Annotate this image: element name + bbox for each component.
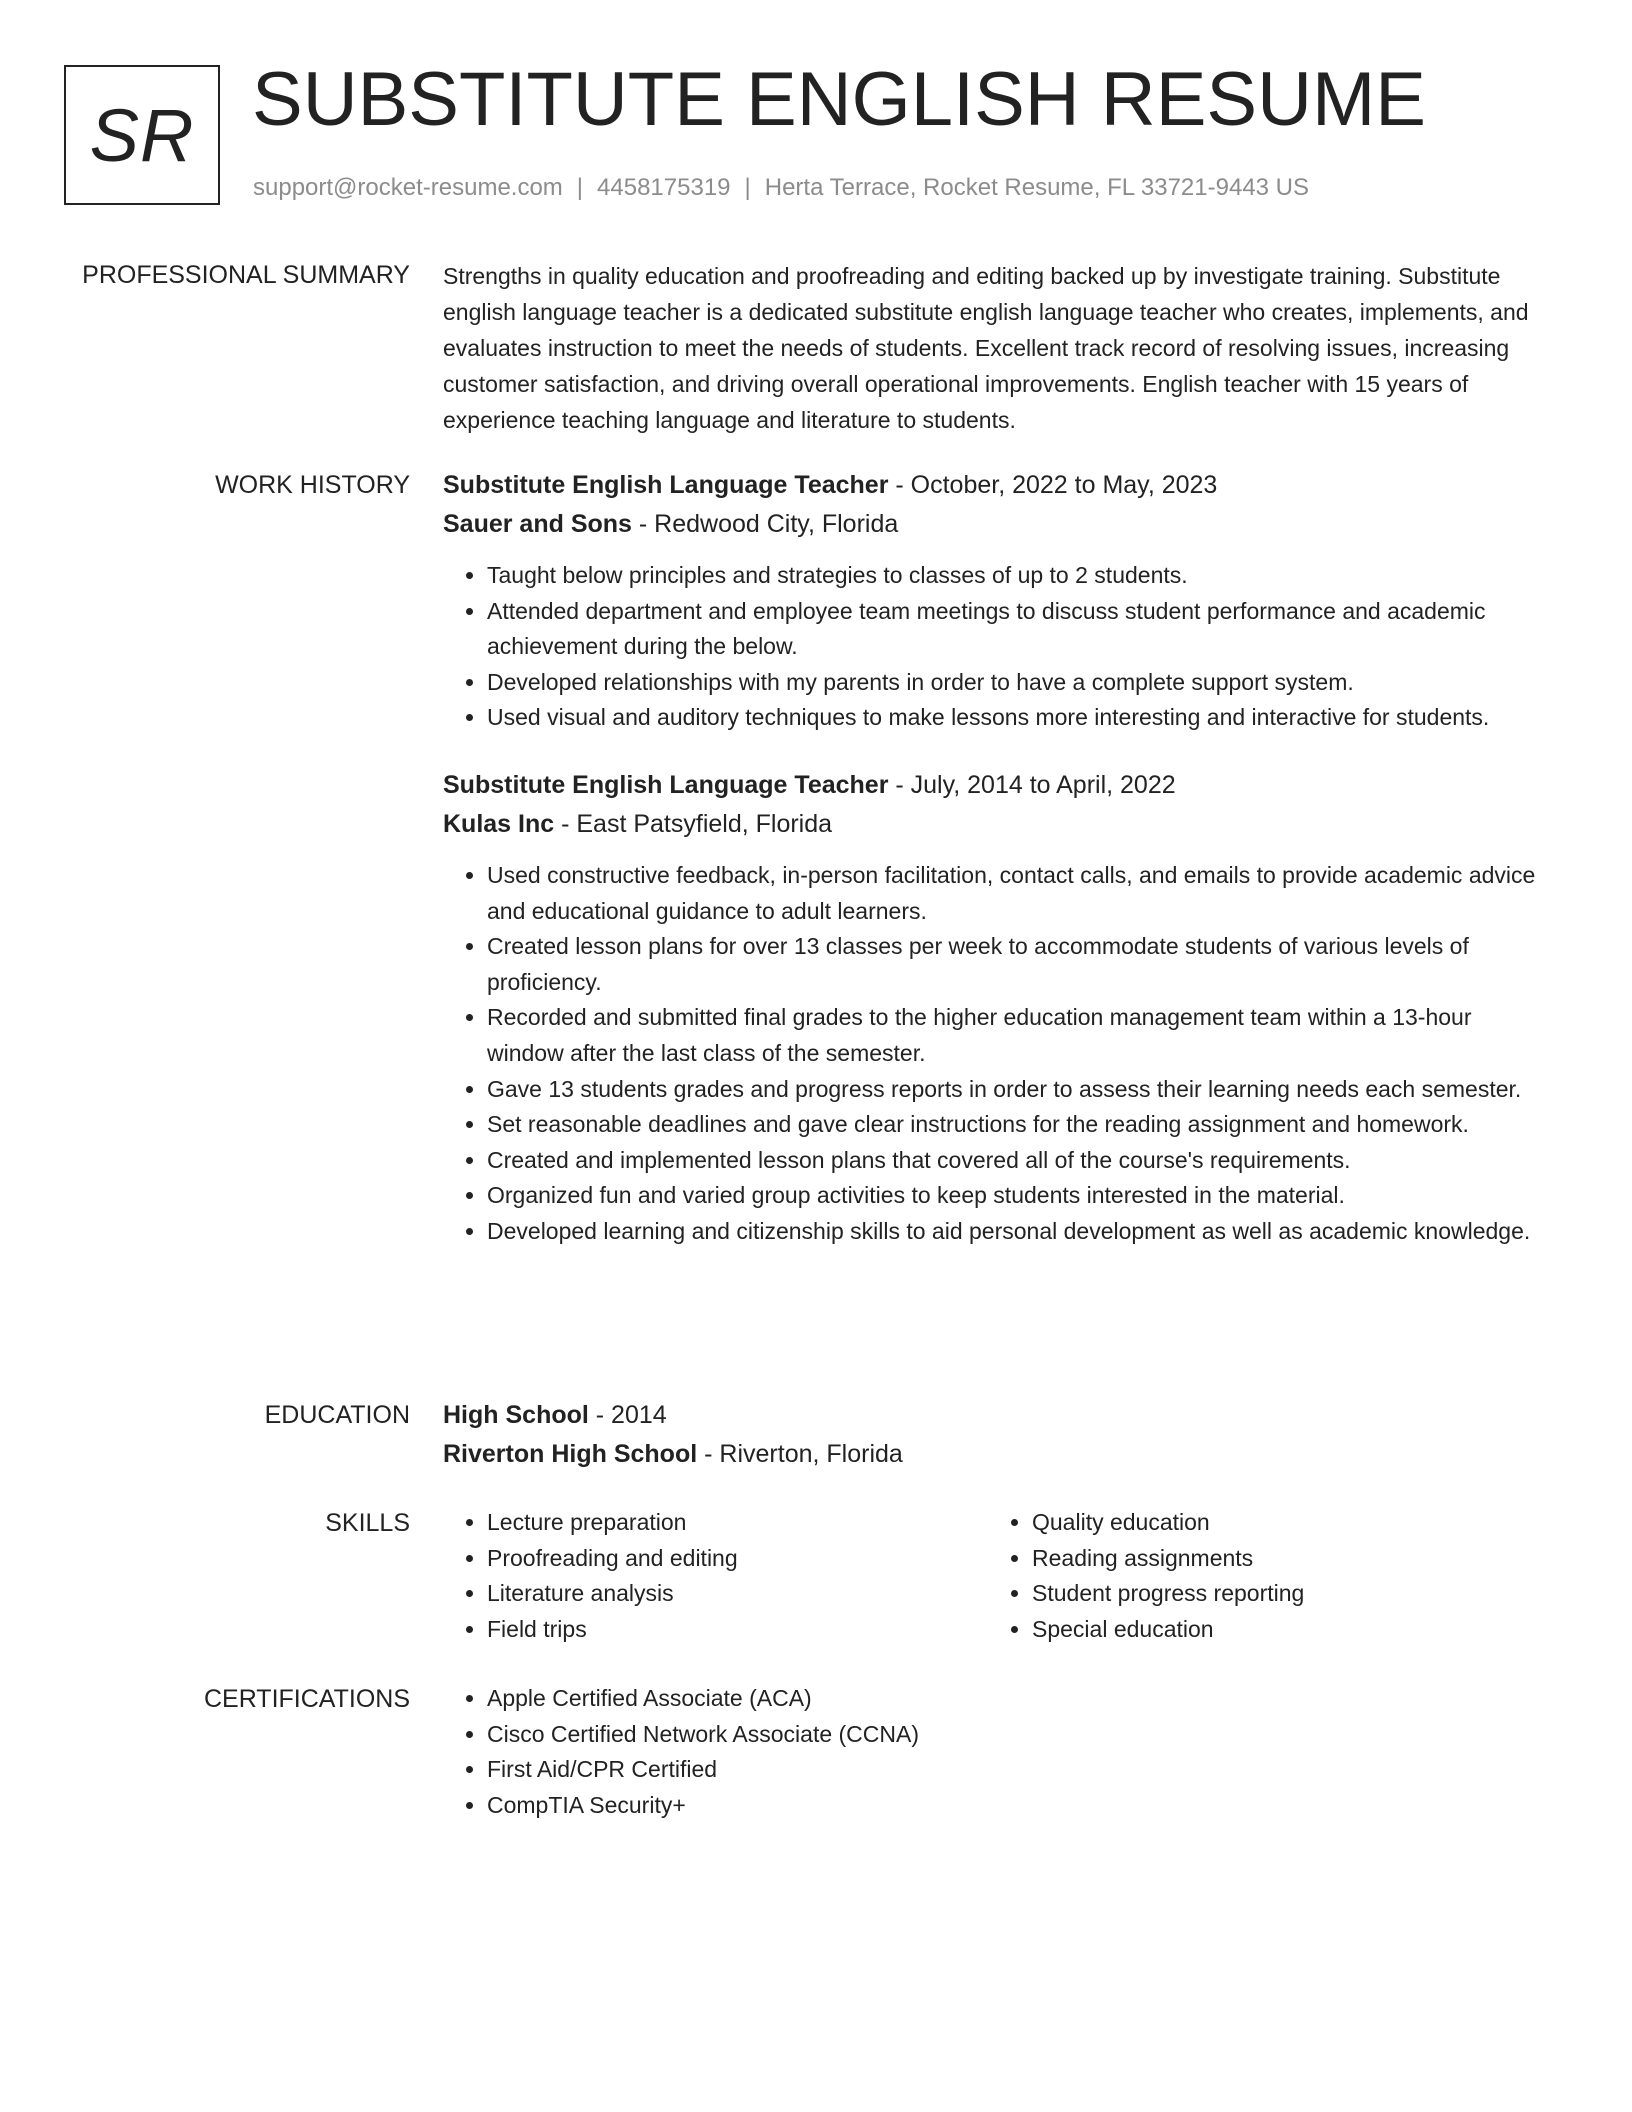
skill-item: • Reading assignments [1032,1541,1533,1577]
skill-item: • Field trips [487,1612,988,1648]
job-bullet: • Recorded and submitted final grades to the higher education management team within a 13-hour window after the last class of the semester. [487,1000,1543,1071]
job-title-line [443,766,1543,805]
job-bullet-list [443,858,1543,1250]
contact-separator: | [576,174,584,201]
skills-grid [443,1505,1543,1647]
skill-item: • Special education [1032,1612,1533,1648]
skill-item: • Quality education [1032,1505,1533,1541]
education-school-line [443,1435,1543,1474]
job-bullet-list [443,558,1543,736]
resume-title: SUBSTITUTE ENGLISH RESUME [252,57,1426,142]
job-location: - Redwood City, Florida [631,510,899,538]
skills-column-left [443,1505,988,1647]
job-entry [443,466,1543,736]
work-history-body [443,466,1543,1250]
education-degree-line [443,1396,1543,1435]
summary-text: Strengths in quality education and proofreading and editing backed up by investigate training. Substitute english language teacher is a dedicated substitute english language teacher who creates, implements, and evaluates instruction to meet the needs of students. Excellent track record of resolving issues, increasing customer satisfaction, and driving overall operational improvements. English teacher with 15 years of experience teaching language and literature to students. [443,263,1529,433]
job-bullet: • Used visual and auditory techniques to make lessons more interesting and interactive for students. [487,700,1543,736]
section-heading-education: EDUCATION [264,1401,410,1429]
job-company-line [443,805,1543,844]
skills-list [443,1505,988,1647]
section-heading-summary: PROFESSIONAL SUMMARY [82,261,410,289]
section-heading-work-history: WORK HISTORY [215,471,410,499]
education-location: - Riverton, Florida [697,1440,903,1468]
job-title: Substitute English Language Teacher [443,471,889,499]
contact-separator: | [744,174,751,201]
skill-item: • Literature analysis [487,1576,988,1612]
certification-item: • Apple Certified Associate (ACA) [487,1681,1543,1717]
job-dates: - October, 2022 to May, 2023 [888,471,1218,499]
contact-phone[interactable]: 4458175319 [597,174,731,201]
certifications-list [443,1681,1543,1823]
job-entry [443,766,1543,1250]
job-bullet: • Developed learning and citizenship skills to aid personal development as well as academic knowledge. [487,1214,1543,1250]
certification-item: • CompTIA Security+ [487,1788,1543,1824]
job-company-line [443,505,1543,544]
monogram-logo: SR [64,65,220,205]
certifications-body [443,1681,1543,1823]
skill-item: • Lecture preparation [487,1505,988,1541]
section-heading-skills: SKILLS [325,1509,410,1537]
skills-body [443,1505,1543,1647]
contact-address: Herta Terrace, Rocket Resume, FL 33721-9443 US [764,174,1310,201]
job-location: - East Patsyfield, Florida [554,809,833,838]
contact-email[interactable]: support@rocket-resume.com [253,174,563,201]
job-company: Sauer and Sons [443,510,632,538]
skills-list [988,1505,1533,1647]
education-body [443,1396,1543,1474]
contact-line [253,172,1309,204]
job-title-line [443,466,1543,505]
skill-item: • Student progress reporting [1032,1576,1533,1612]
job-bullet: • Attended department and employee team meetings to discuss student performance and academic achievement during the below. [487,594,1543,665]
certification-item: • First Aid/CPR Certified [487,1752,1543,1788]
job-dates: - July, 2014 to April, 2022 [888,770,1176,799]
job-bullet: • Gave 13 students grades and progress reports in order to assess their learning needs each semester. [487,1072,1543,1108]
certification-item: • Cisco Certified Network Associate (CCNA) [487,1717,1543,1753]
job-bullet: • Organized fun and varied group activities to keep students interested in the material. [487,1178,1543,1214]
job-company: Kulas Inc [443,809,555,838]
section-heading-certifications: CERTIFICATIONS [203,1685,410,1713]
job-bullet: • Used constructive feedback, in-person facilitation, contact calls, and emails to provide academic advice and educational guidance to adult learners. [487,858,1543,929]
education-degree: High School [443,1401,589,1429]
job-title: Substitute English Language Teacher [443,770,889,799]
job-bullet: • Created and implemented lesson plans that covered all of the course's requirements. [487,1143,1543,1179]
skills-column-right [988,1505,1533,1647]
education-year: - 2014 [588,1401,667,1429]
job-bullet: • Set reasonable deadlines and gave clear instructions for the reading assignment and homework. [487,1107,1543,1143]
job-bullet: • Taught below principles and strategies to classes of up to 2 students. [487,558,1543,594]
job-bullet: • Created lesson plans for over 13 classes per week to accommodate students of various levels of proficiency. [487,929,1543,1000]
skill-item: • Proofreading and editing [487,1541,988,1577]
summary-body [443,258,1543,438]
job-bullet: • Developed relationships with my parents in order to have a complete support system. [487,665,1543,701]
education-school: Riverton High School [443,1440,698,1468]
